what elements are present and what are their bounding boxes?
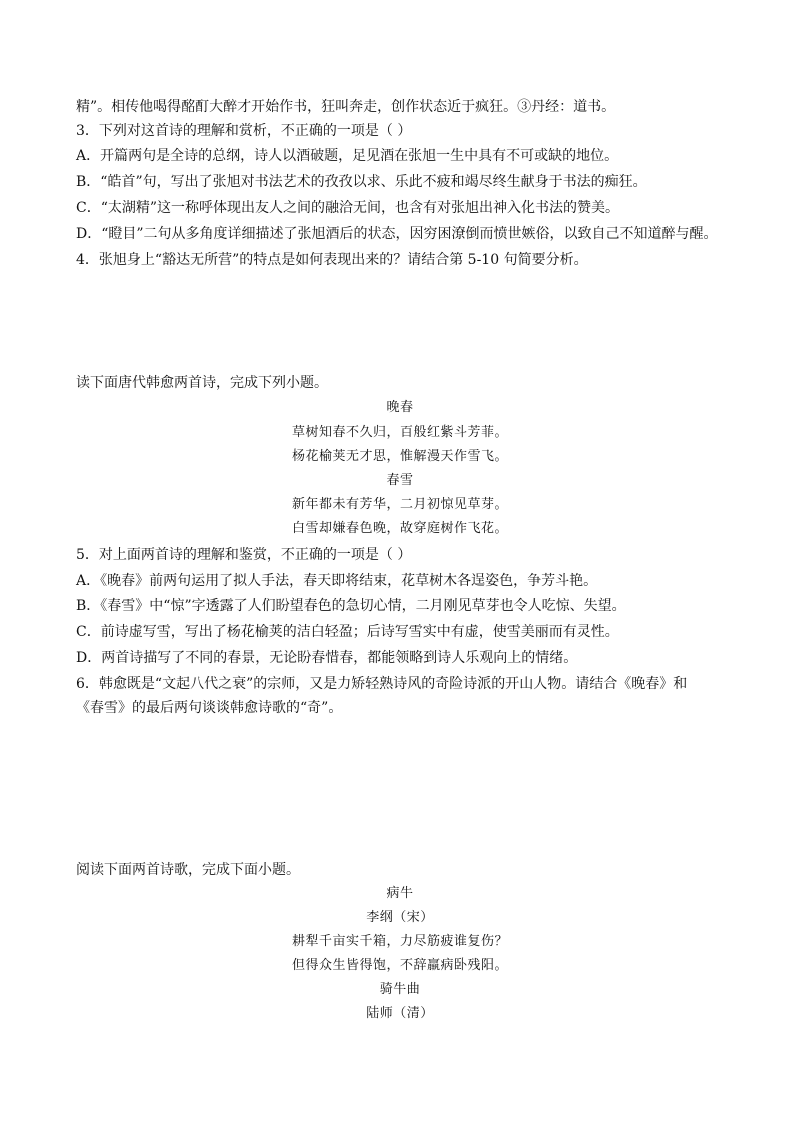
question-6-line-1: 6．韩愈既是“文起八代之衰”的宗师，又是力矫轻熟诗风的奇险诗派的开山人物。请结合《晚春》和 — [76, 676, 688, 692]
poem-wanchun-title: 晚春 — [386, 400, 414, 415]
poem-chunxue-line-2: 白雪却嫌春色晚，故穿庭树作飞花。 — [291, 521, 508, 536]
poem-bingniu-line-2: 但得众生皆得饱，不辞羸病卧残阳。 — [291, 958, 508, 973]
question-5-option-c: C．前诗虚写雪，写出了杨花榆荚的洁白轻盈；后诗写雪实中有虚，使雪美丽而有灵性。 — [76, 624, 619, 640]
question-5-option-d: D．两首诗描写了不同的春景，无论盼春惜春，都能领略到诗人乐观向上的情绪。 — [76, 650, 578, 666]
question-3-option-a: A．开篇两句是全诗的总纲，诗人以酒破题，足见酒在张旭一生中具有不可或缺的地位。 — [76, 148, 619, 164]
poem-wanchun-line-1: 草树知春不久归，百般红紫斗芳菲。 — [291, 425, 508, 440]
question-3-option-d: D．“瞪目”二句从多角度详细描述了张旭酒后的状态，因穷困潦倒而愤世嫉俗，以致自己不知道醉与醒。 — [76, 226, 718, 242]
question-3: 3．下列对这首诗的理解和赏析，不正确的一项是（ ） — [76, 123, 412, 139]
question-6-line-2: 《春雪》的最后两句谈谈韩愈诗歌的“奇”。 — [76, 700, 343, 716]
section-2-intro: 读下面唐代韩愈两首诗，完成下列小题。 — [76, 375, 328, 391]
question-5-option-a: A．《晚春》前两句运用了拟人手法，春天即将结束，花草树木各逞姿色，争芳斗艳。 — [76, 573, 598, 589]
poem-bingniu-author: 李纲（宋） — [366, 910, 434, 925]
poem-qiniuqu-title: 骑牛曲 — [379, 982, 421, 997]
question-3-option-c: C．“太湖精”这一称呼体现出友人之间的融洽无间，也含有对张旭出神入化书法的赞美。 — [76, 200, 620, 216]
footnote-continuation: 精”。相传他喝得酩酊大醉才开始作书，狂叫奔走，创作状态近于疯狂。③丹经：道书。 — [76, 99, 616, 115]
question-3-option-b: B．“皓首”句，写出了张旭对书法艺术的孜孜以求、乐此不疲和竭尽终生献身于书法的痴狂。 — [76, 174, 647, 190]
section-3-intro: 阅读下面两首诗歌，完成下面小题。 — [76, 862, 300, 878]
poem-chunxue-title: 春雪 — [386, 473, 414, 488]
question-5-option-b: B．《春雪》中“惊”字透露了人们盼望春色的急切心情，二月刚见草芽也令人吃惊、失望。 — [76, 598, 626, 614]
poem-chunxue-line-1: 新年都未有芳华，二月初惊见草芽。 — [291, 497, 508, 512]
poem-wanchun-line-2: 杨花榆荚无才思，惟解漫天作雪飞。 — [291, 449, 508, 464]
question-5: 5．对上面两首诗的理解和鉴赏，不正确的一项是（ ） — [76, 547, 412, 563]
poem-qiniuqu-author: 陆师（清） — [366, 1006, 434, 1021]
poem-bingniu-line-1: 耕犁千亩实千箱，力尽筋疲谁复伤？ — [291, 934, 508, 949]
poem-bingniu-title: 病牛 — [386, 886, 414, 901]
question-4: 4．张旭身上“豁达无所营”的特点是如何表现出来的？请结合第 5-10 句简要分析。 — [76, 252, 588, 268]
